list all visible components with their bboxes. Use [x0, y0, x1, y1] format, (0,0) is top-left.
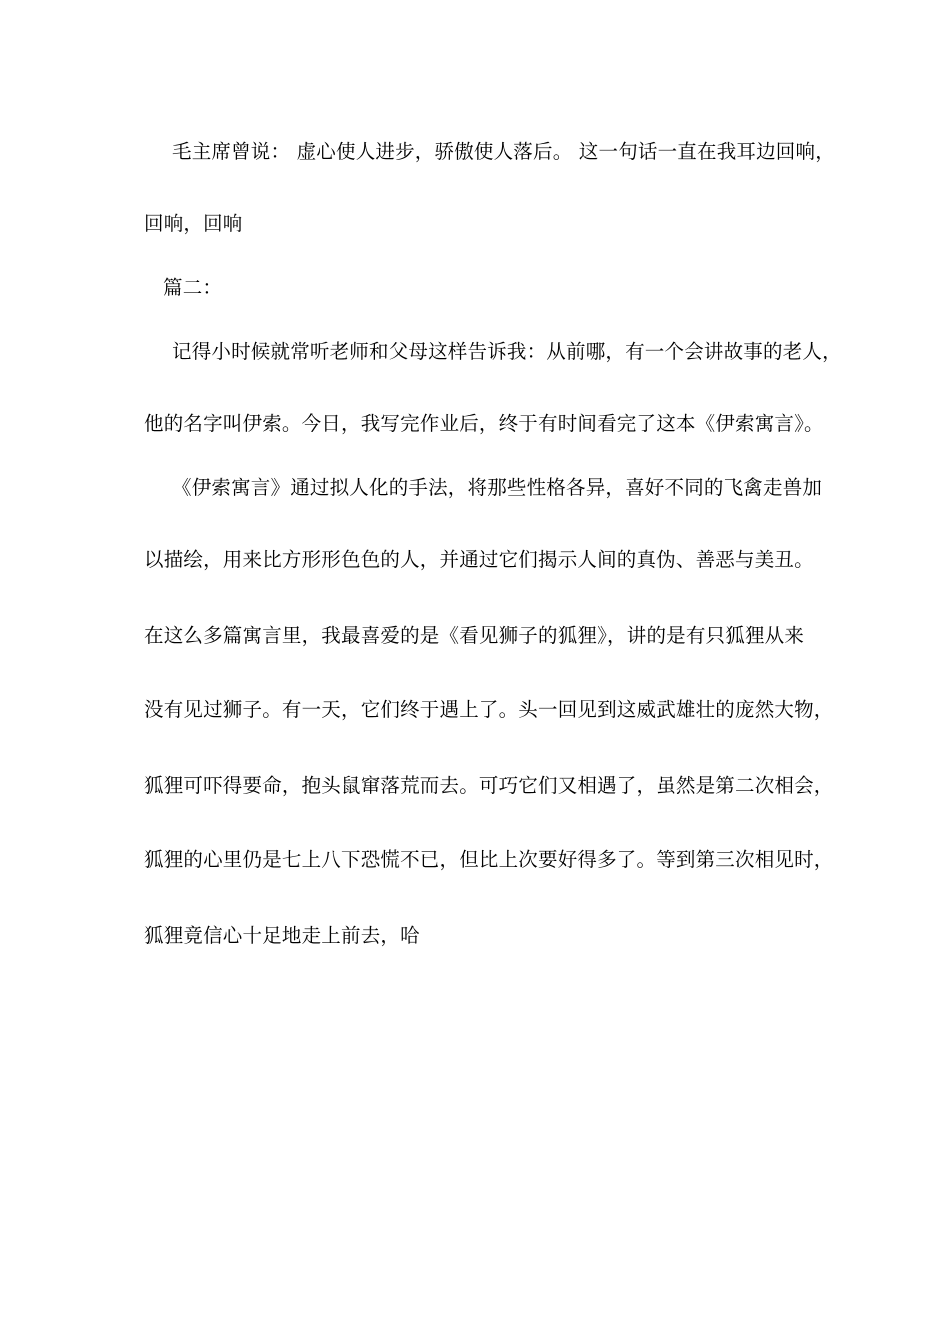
section-heading: 篇二：: [163, 276, 223, 299]
paragraph-line-2: 回响，回响: [144, 212, 243, 235]
paragraph-line-8: 没有见过狮子。有一天，它们终于遇上了。头一回见到这威武雄壮的庞然大物，: [144, 698, 834, 721]
paragraph-line-7: 在这么多篇寓言里，我最喜爱的是《看见狮子的狐狸》，讲的是有只狐狸从来: [144, 624, 805, 647]
paragraph-line-1: 毛主席曾说： 虚心使人进步，骄傲使人落后。 这一句话一直在我耳边回响，: [172, 140, 835, 163]
paragraph-line-4: 他的名字叫伊索。今日，我写完作业后，终于有时间看完了这本《伊索寓言》。: [144, 412, 824, 435]
paragraph-line-10: 狐狸的心里仍是七上八下恐慌不已，但比上次要好得多了。等到第三次相见时，: [144, 848, 834, 871]
paragraph-line-6: 以描绘，用来比方形形色色的人，并通过它们揭示人间的真伪、善恶与美丑。: [144, 548, 814, 571]
paragraph-line-9: 狐狸可吓得要命，抱头鼠窜落荒而去。可巧它们又相遇了，虽然是第二次相会，: [144, 774, 834, 797]
paragraph-line-11: 狐狸竟信心十足地走上前去，哈: [144, 924, 420, 947]
paragraph-line-5: 《伊索寓言》通过拟人化的手法，将那些性格各异，喜好不同的飞禽走兽加: [172, 476, 823, 499]
paragraph-line-3: 记得小时候就常听老师和父母这样告诉我：从前哪，有一个会讲故事的老人，: [172, 340, 842, 363]
